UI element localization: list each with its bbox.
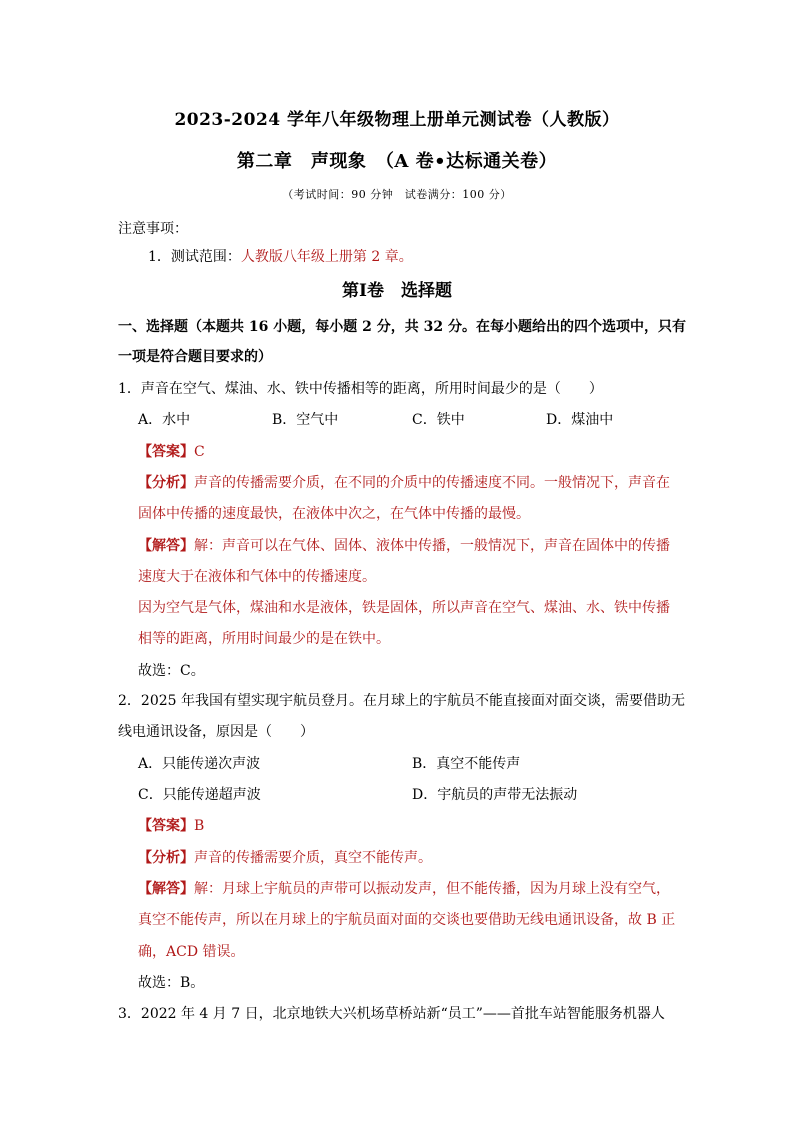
q2-option-b: B．真空不能传声 [412, 756, 521, 772]
notes-heading: 注意事项： [118, 221, 188, 237]
q2-solution-line2: 真空不能传声，所以在月球上的宇航员面对面的交谈也要借助无线电通讯设备，故 B 正 [138, 912, 676, 928]
q1-stem: 1．声音在空气、煤油、水、铁中传播相等的距离，所用时间最少的是（ ） [118, 381, 603, 397]
q1-solution-text-1: 解：声音可以在气体、固体、液体中传播，一般情况下，声音在固体中的传播 [194, 538, 670, 554]
q1-option-c: C．铁中 [412, 412, 465, 428]
q2-option-c: C．只能传递超声波 [138, 787, 261, 803]
q1-analysis-text-1: 声音的传播需要介质，在不同的介质中的传播速度不同。一般情况下，声音在 [194, 475, 670, 491]
q1-solution-line1 [138, 535, 694, 555]
q2-option-d: D．宇航员的声带无法振动 [412, 787, 578, 803]
chapter-title: 第二章 声现象 （A 卷•达标通关卷） [236, 151, 558, 172]
q1-answer-label: 【答案】 [138, 444, 194, 460]
q2-solution-label: 【解答】 [138, 881, 194, 897]
q2-stem-line1: 2．2025 年我国有望实现宇航员登月。在月球上的宇航员不能直接面对面交谈，需要借助无 [118, 693, 685, 709]
section-title: 第Ⅰ卷 选择题 [342, 281, 452, 301]
notes-item-1-value: 人教版八年级上册第 2 章。 [240, 249, 413, 265]
part1-heading-line2: 一项是符合题目要求的） [118, 349, 272, 365]
q1-choice: 故选：C。 [138, 663, 205, 679]
q1-solution-line2: 速度大于在液体和气体中的传播速度。 [138, 569, 376, 585]
q1-answer [138, 441, 694, 461]
q1-solution-line4: 相等的距离，所用时间最少的是在铁中。 [138, 631, 390, 647]
q2-answer [138, 815, 694, 835]
q2-answer-value: B [194, 818, 205, 834]
q2-solution-text-1: 解：月球上宇航员的声带可以振动发声，但不能传播，因为月球上没有空气， [194, 881, 670, 897]
q2-solution-line3: 确，ACD 错误。 [138, 944, 245, 960]
part1-heading-line1: 一、选择题（本题共 16 小题，每小题 2 分，共 32 分。在每小题给出的四个选项中，只有 [118, 319, 686, 335]
q2-choice: 故选：B。 [138, 975, 205, 991]
q1-option-d: D．煤油中 [546, 412, 614, 428]
q1-option-a: A．水中 [138, 412, 191, 428]
q1-analysis-line1 [138, 472, 694, 492]
q2-solution-line1 [138, 878, 694, 898]
q2-analysis-label: 【分析】 [138, 850, 194, 866]
q2-analysis-text-1: 声音的传播需要介质，真空不能传声。 [194, 850, 432, 866]
q2-option-a: A．只能传递次声波 [138, 756, 261, 772]
q2-analysis-line1 [138, 847, 694, 867]
q1-solution-label: 【解答】 [138, 538, 194, 554]
q2-answer-label: 【答案】 [138, 818, 194, 834]
q1-answer-value: C [194, 444, 205, 460]
exam-title: 2023-2024 学年八年级物理上册单元测试卷（人教版） [174, 110, 620, 130]
q1-option-b: B．空气中 [272, 412, 339, 428]
notes-item-1 [148, 246, 694, 266]
exam-info: （考试时间：90 分钟 试卷满分：100 分） [282, 188, 512, 201]
notes-item-1-prefix: 1．测试范围： [148, 249, 241, 265]
q1-analysis-line2: 固体中传播的速度最快，在液体中次之，在气体中传播的最慢。 [138, 506, 530, 522]
q3-stem-line1: 3．2022 年 4 月 7 日，北京地铁大兴机场草桥站新“员工”——首批车站智能服务机器人 [118, 1006, 665, 1022]
q2-stem-line2: 线电通讯设备，原因是（ ） [118, 724, 314, 740]
q1-analysis-label: 【分析】 [138, 475, 194, 491]
q1-solution-line3: 因为空气是气体，煤油和水是液体，铁是固体，所以声音在空气、煤油、水、铁中传播 [138, 600, 670, 616]
